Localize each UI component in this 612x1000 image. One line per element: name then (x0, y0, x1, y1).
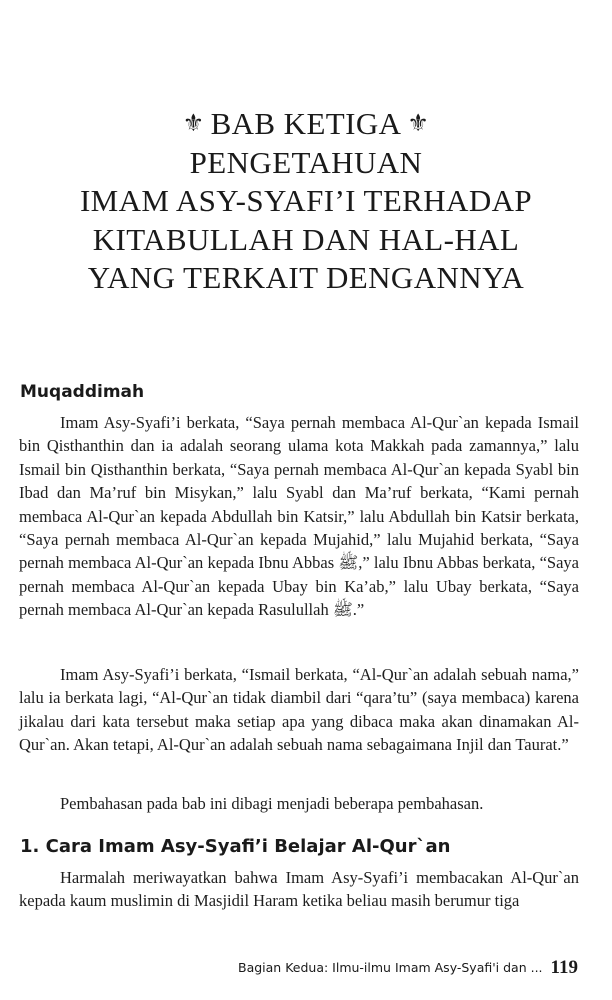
ornament-right-icon: ⚜ (407, 109, 430, 137)
chapter-number: BAB KETIGA (210, 106, 402, 141)
chapter-number-line (0, 104, 612, 144)
ornament-left-icon: ⚜ (182, 109, 205, 137)
intro-paragraph-1: Imam Asy-Syafi’i berkata, “Saya pernah membaca Al-Qur`an kepada Ismail bin Qisthanthin dan ia adalah seorang ulama kota Makkah pada zamannya,” lalu Ismail bin Qisthanthin berkata, “Saya pernah membaca Al-Qur`an kepada Syabl bin Ibad dan Ma’ruf bin Misykan,” lalu Syabl dan Ma’ruf berkata, “Kami pernah membaca Al-Qur`an kepada Abdullah bin Katsir,” lalu Abdullah bin Katsir berkata, “Saya pernah membaca Al-Qur`an kepada Mujahid,” lalu Mujahid berkata, “Saya pernah membaca Al-Qur`an kepada Ibnu Abbas ﷺ,” lalu Ibnu Abbas berkata, “Saya pernah membaca Al-Qur`an kepada Ubay bin Ka’ab,” lalu Ubay berkata, “Saya pernah membaca Al-Qur`an kepada Rasulullah ﷺ.” (19, 413, 579, 620)
chapter-title-line-1: PENGETAHUAN (189, 144, 423, 180)
chapter-title (0, 104, 612, 298)
section-1-paragraph: Harmalah meriwayatkan bahwa Imam Asy-Syafi’i membacakan Al-Qur`an kepada kaum muslimin di Masjidil Haram ketika beliau masih berumur tiga (19, 868, 579, 911)
chapter-title-line-3: KITABULLAH DAN HAL-HAL (92, 221, 520, 257)
muqaddimah-heading: Muqaddimah (20, 382, 145, 402)
intro-paragraph-2: Imam Asy-Syafi’i berkata, “Ismail berkata, “Al-Qur`an adalah sebuah nama,” lalu ia berkata lagi, “Al-Qur`an tidak diambil dari “qara’tu” (saya membaca) karena jikalau dari kata tersebut maka setiap apa yang dibaca maka akan dinamakan Al-Qur`an. Akan tetapi, Al-Qur`an adalah sebuah nama sebagaimana Injil dan Taurat.” (19, 665, 579, 755)
running-title: Bagian Kedua: Ilmu-ilmu Imam Asy-Syafi'i dan ... (238, 960, 543, 975)
page-number: 119 (550, 957, 578, 978)
chapter-title-line-4: YANG TERKAIT DENGANNYA (87, 260, 525, 295)
section-1-heading: 1. Cara Imam Asy-Syafi’i Belajar Al-Qur`an (20, 836, 451, 857)
chapter-title-line-2: IMAM ASY-SYAFI’I TERHADAP (79, 183, 533, 218)
intro-paragraph-3: Pembahasan pada bab ini dibagi menjadi beberapa pembahasan. (60, 794, 484, 813)
page-footer (238, 957, 578, 979)
